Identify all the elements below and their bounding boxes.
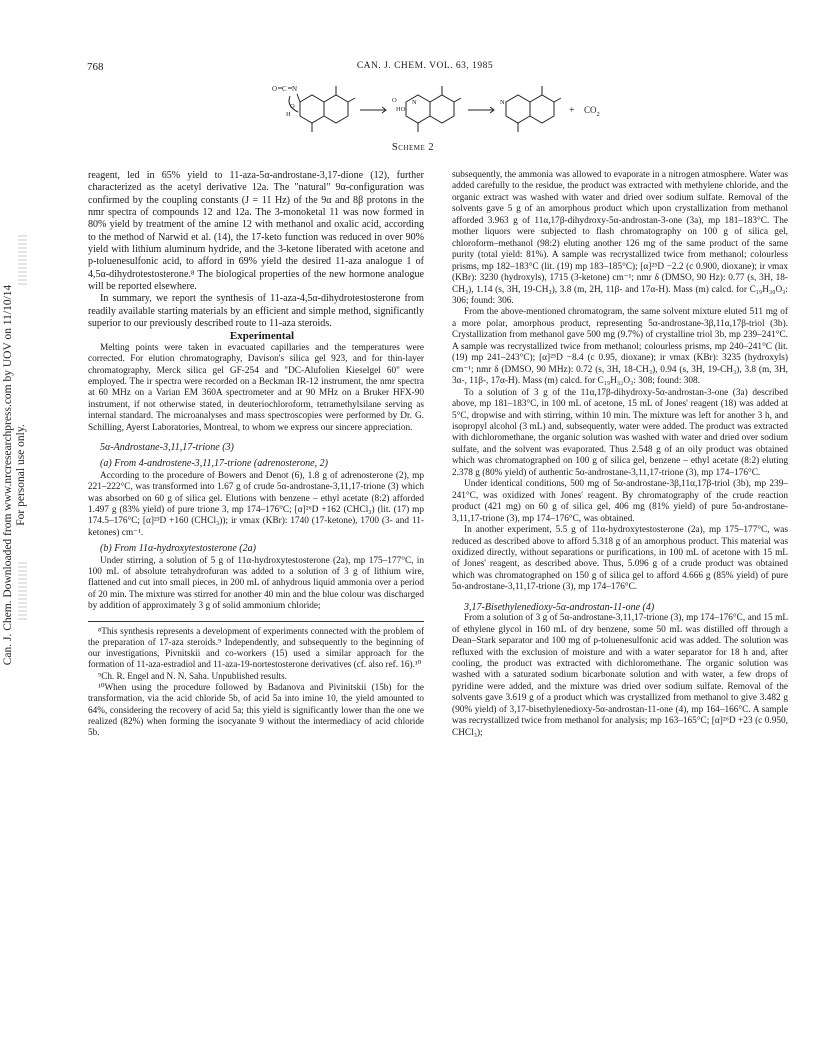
left-paragraph-1: reagent, led in 65% yield to 11-aza-5α-androstane-3,17-dione (12), further characterized as the acetyl derivative 12a. The "natural" 9α-configuration was confirmed by the coupling constants (J = 11 Hz) of the 9α and 8β protons in the nmr spectra of compounds 12 and 12a. The 3-monoketal 11 was now formed in 80% yield by treatment of the amine 12 with methanol and oxalic acid, according to the method of Narwid et al. (14), the 17-keto function was reduced in over 90% yield with lithium aluminum hydride, and the 3-ketone liberated with acetone and p-toluenesulfonic acid, to afford in 69% yield the desired 11-aza analogue 1 of 4,5α-dihydrotestosterone.⁸ The biological properties of the new hormone analogue will be reported elsewhere. — [88, 170, 424, 293]
section-heading-experimental: Experimental — [229, 330, 295, 343]
structure-imine — [500, 86, 561, 132]
right-paragraph-4: Under identical conditions, 500 mg of 5α-androstane-3β,11α,17β-triol (3b), mp 239–241°C, was oxidized with Jones' reagent. By chromatography of the crude reaction product (421 mg) on 60 g of silica gel, 406 mg (81% yield) of pure 5α-androstane-3,11,17-trione (3), mp 174–176°C, was obtained. — [452, 479, 788, 524]
right-paragraph-5: In another experiment, 5.5 g of 11α-hydroxytestosterone (2a), mp 175–177°C, was reduced as described above to afford 5.318 g of an amorphous product. This material was oxidized directly, without separations or purifications, in 100 mL of acetone with 15 mL of Jones' reagent, as described above. Thus, 5.096 g of a crude product was obtained which was chromatographed on 150 g of silica gel to afford 4.666 g (85% yield) of pure 5α-androstane-3,11,17-trione (3), mp 174–176°C. — [452, 525, 788, 593]
page-number: 768 — [87, 61, 104, 73]
left-paragraph-method-b: Under stirring, a solution of 5 g of 11α-hydroxytestosterone (2a), mp 175–177°C, in 100 mL of absolute tetrahydrofuran was added to a solution of 3 g of lithium wire, flattened and cut into small pieces, in 200 mL of anhydrous liquid ammonia over a period of 20 min. The mixture was stirred for another 40 min and the blue colour was discharged by addition of approximately 3 g of solid ammonium chloride; — [88, 555, 424, 612]
subheading-bisethylenedioxy: 3,17-Bisethylenedioxy-5α-androstan-11-one (4) — [464, 601, 655, 613]
download-line-1: Can. J. Chem. Downloaded from www.nrcresearchpress.com by UOV on 11/10/14 — [2, 284, 14, 666]
subheading-trione: 5α-Androstane-3,11,17-trione (3) — [100, 442, 234, 454]
svg-text:HO: HO — [396, 106, 406, 113]
subheading-method-a: (a) From 4-androstene-3,11,17-trione (adrenosterone, 2) — [100, 458, 328, 470]
svg-text:O: O — [272, 85, 278, 93]
right-paragraph-3: To a solution of 3 g of the 11α,17β-dihydroxy-5α-androstan-3-one (3a) described above, mp 181–183°C, in 100 mL of acetone, 15 mL of Jones' reagent (18) was added at 5°C, dropwise and with stirring, within 10 min. The mixture was left for another 3 h, and isopropyl alcohol (3 mL) and, subsequently, water were added. The product was extracted with dichloromethane, the organic solution was washed with water and dried over sodium sulfate, and the solvent was evaporated. Thus 2.548 g of an oily product was obtained which was chromatographed on 100 g of silica gel, benzene – ethyl acetate (8:2) eluting 2.378 g (80% yield) of authentic 5α-androstane-3,11,17-trione (3), mp 174–176°C. — [452, 387, 788, 478]
running-head: CAN. J. CHEM. VOL. 63, 1985 — [356, 61, 494, 71]
footnotes — [88, 621, 424, 739]
subheading-method-b: (b) From 11α-hydroxytestosterone (2a) — [100, 543, 257, 555]
download-line-2: For personal use only. — [15, 424, 27, 526]
left-paragraph-method-a: According to the procedure of Bowers and Denot (6), 1.8 g of adrenosterone (2), mp 221–222°C, was transformed into 1.67 g of crude 5α-androstane-3,11,17-trione (3) which was absorbed on 60 g of silica gel. Elutions with benzene – ethyl acetate (8:2) afforded 1.497 g (83% yield) of pure trione 3, mp 174–176°C; [α]²⁶D +162 (CHCl₃) (lit. (17) mp 174.5–176°C; [α]²³D +160 (CHCl₃)); ir νmax (KBr): 1740 (17-ketone), 1700 (3- and 11-ketones) cm⁻¹. — [88, 470, 424, 538]
svg-text:N: N — [412, 99, 417, 106]
scan-mark-top — [18, 235, 27, 285]
co2-label: $CO_2$ — [584, 105, 600, 118]
structure-intermediate — [392, 86, 461, 132]
right-paragraph-1: subsequently, the ammonia was allowed to evaporate in a nitrogen atmosphere. Water was added carefully to the residue, the product was extracted with methylene chloride, and the organic extract was washed with water and dried over sodium sulfate. Removal of the solvents gave 5 g of an amorphous product which upon crystallization from methanol afforded 3.963 g of 11α,17β-dihydroxy-5α-androstan-3-one (3a), mp 181–183°C. The mother liquors were subjected to flash chromatography on 100 g of silica gel, chloroform–methanol (98:2) eluting another 126 mg of the same product of the same purity (total yield: 81%). A sample was recrystallized twice from methanol; colourless prisms, mp 182–183°C (lit. (19) mp 183–185°C); [α]²⁵D −2.2 (c 0.900, dioxane); ir νmax (KBr): 3230 (hydroxyls), 1715 (3-ketone) cm⁻¹; nmr δ (DMSO, 90 Hz): 0.77 (s, 3H, 18-CH₃), 1.14 (s, 3H, 19-CH₃), 3.8 (m, 2H, 11β- and 17α-H). Mass (m) calcd. for C₁₉H₃₀O₃: 306; found: 306. — [452, 170, 788, 306]
footnote-9: ⁹Ch. R. Engel and N. N. Saha. Unpublished results. — [98, 670, 287, 681]
scan-mark-bottom — [18, 560, 27, 620]
svg-text:C: C — [282, 85, 287, 93]
scheme-drawing — [260, 80, 620, 140]
right-paragraph-6: From a solution of 3 g of 5α-androstane-3,11,17-trione (3), mp 174–176°C, and 15 mL of ethylene glycol in 160 mL of dry benzene, some 50 mL was distilled off through a Dean–Stark separator and 100 mg of p-toluenesulfonic acid was added. The solution was refluxed with the exclusion of moisture and with a water separator for 18 h and, after cooling, the product was extracted with dichloromethane. The organic solution was washed with a saturated sodium bicarbonate solution and with water, a few drops of pyridine were added, and the mixture was dried over sodium sulfate. Removal of the solvents gave 3.619 g of a product which was crystallized from methanol to give 3.482 g (90% yield) of 3,17-bisethylenedioxy-5α-androstan-11-one (4), mp 164–166°C. A sample was recrystallized twice from methanol for analysis; mp 163–165°C; [α]²⁶D +23 (c 0.950, CHCl₃); — [452, 613, 788, 738]
right-column — [452, 170, 788, 739]
plus-sign: + — [569, 105, 575, 116]
svg-text:N: N — [292, 85, 298, 93]
structure-isocyanate — [272, 85, 355, 132]
footnote-8: ⁸This synthesis represents a development of experiments connected with the problem of the preparation of 17-aza steroids.⁹ Independently, and subsequently to the beginning of our investigations, Pivnitskii and co-workers (15) used a similar approach for the formation of 11-aza-estradiol and 11-aza-19-nortestosterone derivatives (cf. also ref. 16).¹⁰ — [88, 625, 424, 670]
reaction-arrow-2 — [468, 107, 494, 113]
scheme-caption: Scheme 2 — [391, 142, 435, 153]
right-paragraph-2: From the above-mentioned chromatogram, the same solvent mixture eluted 511 mg of a more polar, amorphous product, representing 5α-androstane-3β,11α,17β-triol (3b). Crystallization from methanol gave 500 mg (9.7%) of crystalline triol 3b, mp 239–241°C. A sample was recrystallized twice from methanol; colourless prisms, mp 240–241°C (lit. (19) mp 241–243°C); [α]²⁵D −8.4 (c 0.95, dioxane); ir νmax (KBr): 3235 (hydroxyls) cm⁻¹; nmr δ (DMSO, 90 MHz): 0.72 (s, 3H, 18-CH₃), 0.94 (s, 3H, 19-CH₃), 3.8 (m, 3H, 3α-, 11β-, 17α-H). Mass (m) calcd. for C₁₉H₃₂O₃: 308; found: 308. — [452, 307, 788, 387]
svg-text:O: O — [392, 97, 397, 104]
footnote-10: ¹⁰When using the procedure followed by Badanova and Pivinitskii (15b) for the transformation, via the acid chloride 5b, of acid 5a into imine 10, the yield amounted to 64%, considering the recovery of acid 5a; this yield is significantly lower than the one we realized (82%) when forming the isocyanate 9 without the intermediacy of acid chloride 5b. — [88, 682, 424, 738]
reaction-scheme — [260, 80, 620, 140]
reaction-arrow-1 — [360, 107, 386, 113]
left-column — [88, 170, 424, 739]
svg-text:N: N — [500, 99, 505, 106]
left-paragraph-2: In summary, we report the synthesis of 11-aza-4,5α-dihydrotestosterone from readily available starting materials by an efficient and simple method, significantly superior to our previously described route to 11-aza steroids. — [88, 293, 424, 330]
svg-text:H: H — [286, 111, 291, 118]
left-paragraph-general-methods: Melting points were taken in evacuated capillaries and the temperatures were corrected. For elution chromatography, Davison's silica gel 923, and for thin-layer chromatography, Merck silica gel GF-254 and "DC-Alufolien Kieselgel 60" were employed. The ir spectra were recorded on a Beckman IR-12 instrument, the nmr spectra at 60 MHz on a Varian EM 360A spectrometer and at 90 MHz on a Bruker HFX-90 instrument, if not otherwise stated, in deuteriochloroform, tetramethylsilane serving as internal standard. The microanalyses and mass spectroscopies were performed by Dr. G. Schilling, Ayerst Laboratories, Montreal, to whom we express our sincere appreciation. — [88, 342, 424, 433]
svg-text:O: O — [290, 103, 295, 110]
download-watermark — [0, 240, 34, 710]
